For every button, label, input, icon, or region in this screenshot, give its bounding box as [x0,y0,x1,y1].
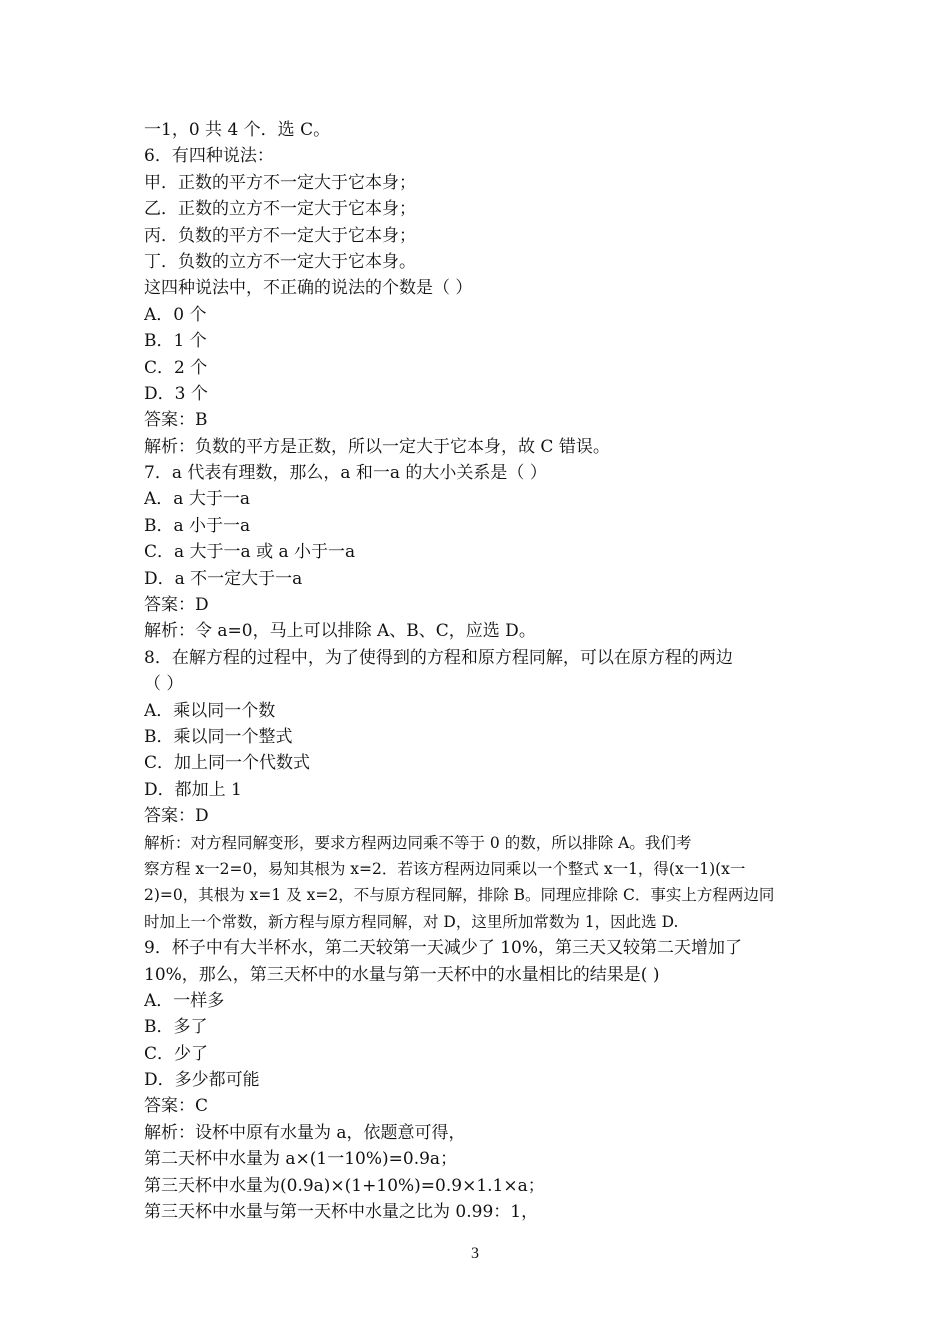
text-line: 一1，0 共 4 个．选 C。 [144,120,331,140]
option-a: A．a 大于一a [144,489,250,510]
option-a: A．0 个 [144,304,207,325]
explanation-cont: 第三天杯中水量为(0.9a)×(1+10%)=0.9×1.1×a； [144,1175,545,1196]
option-d: D．多少都可能 [144,1070,260,1091]
option-d: D．都加上 1 [144,779,242,800]
option-d: D．3 个 [144,383,208,404]
option-b: B．多了 [144,1017,208,1038]
document-body [144,117,814,1225]
explanation-cont: 第三天杯中水量与第一天杯中水量之比为 0.99：1， [144,1202,539,1223]
option-b: B．a 小于一a [144,515,251,536]
option-c: C．少了 [144,1043,209,1064]
question-6-prompt: 这四种说法中，不正确的说法的个数是（ ） [144,278,473,299]
option-b: B．乘以同一个整式 [144,726,293,747]
answer: 答案：D [144,595,209,616]
option-c: C．加上同一个代数式 [144,753,311,774]
explanation: 解析：对方程同解变形，要求方程两边同乘不等于 0 的数，所以排除 A。我们考 [144,833,692,852]
answer: 答案：D [144,806,209,827]
question-7-stem: 7．a 代表有理数，那么，a 和一a 的大小关系是（ ） [144,463,547,484]
explanation-cont: 第二天杯中水量为 a×(1一10%)=0.9a； [144,1149,458,1170]
question-9-stem: 9．杯子中有大半杯水，第二天较第一天减少了 10%，第三天又较第二天增加了 [144,938,743,959]
explanation-cont: 察方程 x一2=0，易知其根为 x=2．若该方程两边同乘以一个整式 x一1，得(x一1)(x一 [144,859,746,878]
explanation: 解析：设杯中原有水量为 a，依题意可得， [144,1122,466,1143]
statement-ding: 丁．负数的立方不一定大于它本身。 [144,251,416,272]
option-a: A．一样多 [144,990,225,1011]
option-a: A．乘以同一个数 [144,700,276,721]
option-c: C．2 个 [144,357,208,378]
page-number: 3 [471,1245,479,1262]
question-8-stem: 8．在解方程的过程中，为了使得到的方程和原方程同解，可以在原方程的两边 [144,647,733,668]
statement-yi: 乙．正数的立方不一定大于它本身； [144,199,416,220]
answer: 答案：C [144,1096,209,1117]
explanation-cont: 时加上一个常数，新方程与原方程同解，对 D，这里所加常数为 1，因此选 D. [144,912,679,931]
answer: 答案：B [144,410,208,431]
explanation: 解析：令 a=0，马上可以排除 A、B、C，应选 D。 [144,621,536,642]
statement-bing: 丙．负数的平方不一定大于它本身； [144,225,416,246]
option-c: C．a 大于一a 或 a 小于一a [144,542,356,563]
explanation-cont: 2)=0，其根为 x=1 及 x=2，不与原方程同解，排除 B。同理应排除 C．事实上方程两边同 [144,886,775,905]
question-8-stem-cont: （ ） [144,674,184,695]
question-6-stem: 6．有四种说法： [144,146,274,167]
question-9-stem-cont: 10%，那么，第三天杯中的水量与第一天杯中的水量相比的结果是( ) [144,964,660,985]
option-b: B．1 个 [144,331,207,352]
statement-jia: 甲．正数的平方不一定大于它本身； [144,172,416,193]
option-d: D．a 不一定大于一a [144,568,303,589]
explanation: 解析：负数的平方是正数，所以一定大于它本身，故 C 错误。 [144,436,610,457]
